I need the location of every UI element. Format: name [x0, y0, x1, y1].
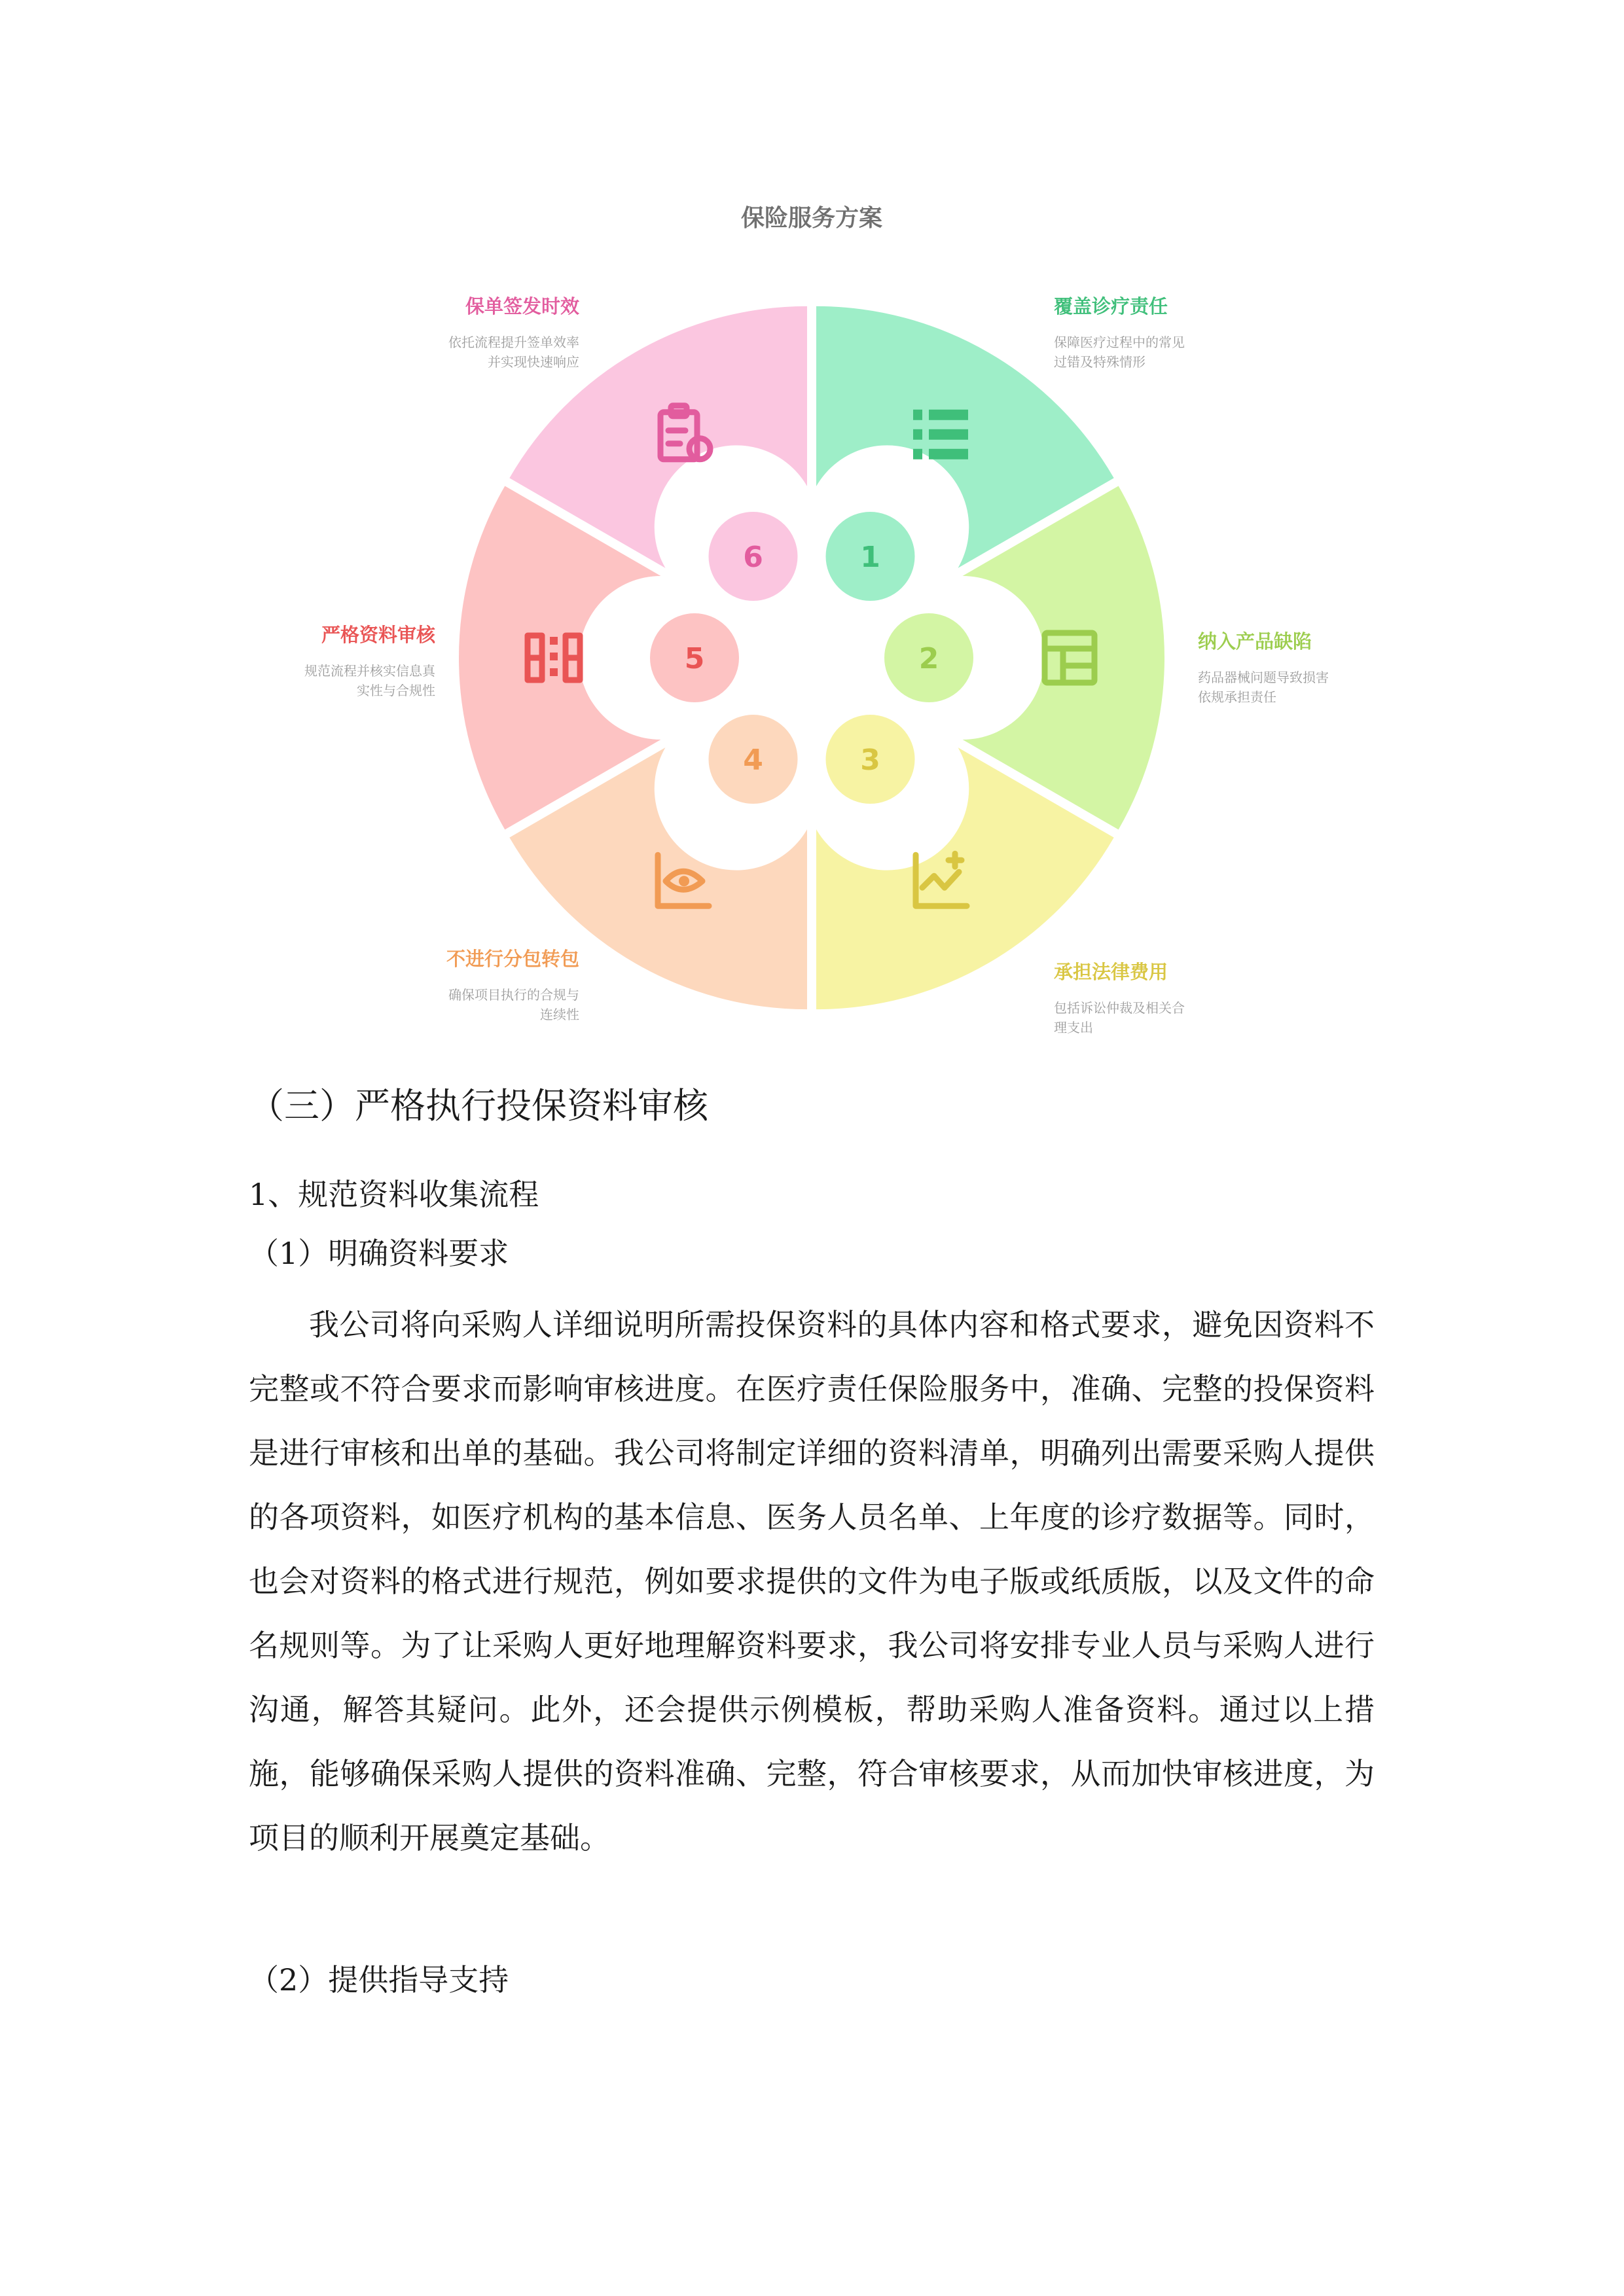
- subheading-guidance-support: （2）提供指导支持: [249, 1962, 509, 1998]
- segment-desc-6: 并实现快速响应: [488, 354, 579, 370]
- segment-desc-1: 保障医疗过程中的常见: [1054, 334, 1185, 350]
- section-heading: （三）严格执行投保资料审核: [249, 1085, 708, 1126]
- body-paragraph: 我公司将向采购人详细说明所需投保资料的具体内容和格式要求，避免因资料不完整或不符合要求而影响审核进度。在医疗责任保险服务中，准确、完整的投保资料是进行审核和出单的基础。我公司将制定详细的资料清单，明确列出需要采购人提供的各项资料，如医疗机构的基本信息、医务人员名单、上年度的诊疗数据等。同时，也会对资料的格式进行规范，例如要求提供的文件为电子版或纸质版，以及文件的命名规则等。为了让采购人更好地理解资料要求，我公司将安排专业人员与采购人进行沟通，解答其疑问。此外，还会提供示例模板，帮助采购人准备资料。通过以上措施，能够确保采购人提供的资料准确、完整，符合审核要求，从而加快审核进度，为项目的顺利开展奠定基础。: [249, 1307, 1375, 1856]
- segment-desc-6: 依托流程提升签单效率: [448, 334, 579, 350]
- segment-label-6: [448, 295, 579, 370]
- segment-desc-2: 药品器械问题导致损害: [1198, 670, 1329, 685]
- list-icon: [913, 410, 968, 459]
- segment-title-2: 纳入产品缺陷: [1198, 630, 1312, 653]
- diagram-title: 保险服务方案: [740, 205, 883, 232]
- segment-2: [882, 486, 1164, 830]
- segment-label-1: [1054, 295, 1185, 370]
- segment-title-6: 保单签发时效: [465, 295, 579, 317]
- segment-desc-4: 确保项目执行的合规与: [448, 987, 579, 1003]
- segment-number-6: 6: [743, 540, 763, 574]
- segment-number-5: 5: [684, 642, 705, 675]
- service-plan-diagram: [0, 0, 1624, 1073]
- segment-title-5: 严格资料审核: [321, 624, 435, 646]
- segment-title-4: 不进行分包转包: [446, 948, 579, 970]
- segment-title-3: 承担法律费用: [1054, 961, 1168, 983]
- segment-desc-5: 规范流程并核实信息真: [304, 663, 435, 679]
- segment-number-3: 3: [860, 744, 880, 778]
- segment-desc-1: 过错及特殊情形: [1054, 354, 1146, 370]
- segment-number-1: 1: [860, 540, 880, 574]
- subheading-clear-requirements: （1）明确资料要求: [249, 1236, 509, 1271]
- segment-desc-2: 依规承担责任: [1198, 689, 1276, 705]
- segment-label-5: [304, 624, 436, 698]
- segment-label-2: [1198, 630, 1329, 705]
- segment-desc-3: 理支出: [1054, 1020, 1093, 1035]
- segment-label-3: [1054, 961, 1185, 1035]
- segment-desc-4: 连续性: [540, 1007, 579, 1022]
- segment-title-1: 覆盖诊疗责任: [1054, 295, 1168, 317]
- subheading-collection-process: 1、规范资料收集流程: [249, 1177, 539, 1212]
- segment-number-4: 4: [743, 744, 763, 778]
- segment-label-4: [446, 948, 579, 1022]
- segment-desc-5: 实性与合规性: [357, 683, 435, 698]
- segment-desc-3: 包括诉讼仲裁及相关合: [1054, 1000, 1185, 1016]
- segment-number-2: 2: [918, 642, 939, 675]
- segment-5: [459, 486, 742, 830]
